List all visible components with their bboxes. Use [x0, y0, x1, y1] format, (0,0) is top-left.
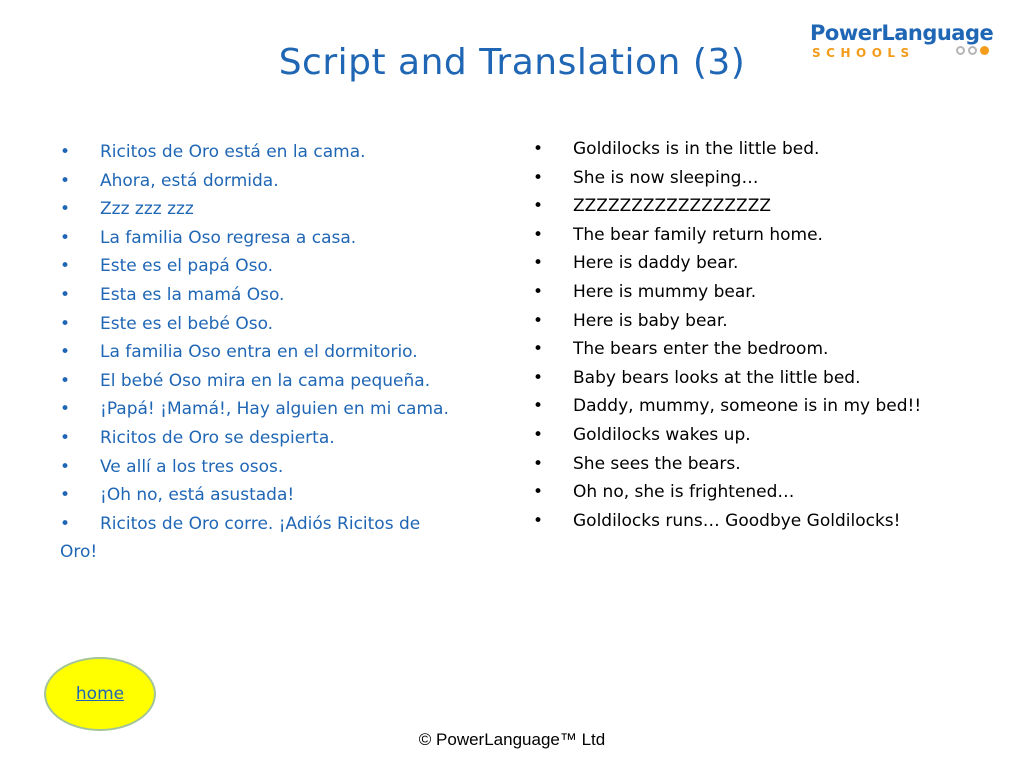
spanish-line: • Este es el papá Oso. — [60, 252, 480, 281]
logo-dots-icon — [956, 46, 989, 55]
logo-dot-filled — [980, 46, 989, 55]
page-title: Script and Translation (3) — [278, 42, 746, 83]
logo-text-top: PowerLanguage — [810, 21, 994, 45]
english-line: • Baby bears looks at the little bed. — [533, 364, 973, 393]
spanish-script-list — [60, 138, 480, 567]
home-button[interactable] — [44, 657, 156, 731]
english-line: • Oh no, she is frightened… — [533, 478, 973, 507]
home-link[interactable]: home — [75, 684, 125, 704]
english-line: • Goldilocks is in the little bed. — [533, 135, 973, 164]
spanish-line-continuation: Oro! — [60, 542, 98, 563]
english-line: • The bears enter the bedroom. — [533, 335, 973, 364]
english-line: • Here is baby bear. — [533, 307, 973, 336]
english-line: • Here is mummy bear. — [533, 278, 973, 307]
spanish-line: • La familia Oso regresa a casa. — [60, 224, 480, 253]
spanish-line: • Ricitos de Oro está en la cama. — [60, 138, 480, 167]
spanish-line: • Ricitos de Oro se despierta. — [60, 424, 480, 453]
powerlanguage-logo — [810, 20, 1010, 70]
spanish-line: • El bebé Oso mira en la cama pequeña. — [60, 367, 480, 396]
english-translation-list — [533, 135, 973, 535]
logo-dot-ring-1 — [956, 46, 965, 55]
english-line: • Daddy, mummy, someone is in my bed!! — [533, 392, 973, 421]
spanish-line: • Ricitos de Oro corre. ¡Adiós Ricitos de — [60, 510, 480, 539]
english-line: • Here is daddy bear. — [533, 249, 973, 278]
english-line: • Goldilocks wakes up. — [533, 421, 973, 450]
english-line: • She sees the bears. — [533, 450, 973, 479]
spanish-line: • La familia Oso entra en el dormitorio. — [60, 338, 480, 367]
english-line: • Goldilocks runs… Goodbye Goldilocks! — [533, 507, 973, 536]
logo-text-bottom: SCHOOLS — [812, 46, 915, 60]
english-line: • ZZZZZZZZZZZZZZZZZ — [533, 192, 973, 221]
spanish-line: • Ve allí a los tres osos. — [60, 453, 480, 482]
spanish-line: • ¡Oh no, está asustada! — [60, 481, 480, 510]
logo-dot-ring-2 — [968, 46, 977, 55]
spanish-line: • Este es el bebé Oso. — [60, 310, 480, 339]
english-line: • The bear family return home. — [533, 221, 973, 250]
spanish-line: • ¡Papá! ¡Mamá!, Hay alguien en mi cama. — [60, 395, 480, 424]
copyright-notice: © PowerLanguage™ Ltd — [418, 730, 606, 749]
spanish-line: • Zzz zzz zzz — [60, 195, 480, 224]
spanish-line: • Ahora, está dormida. — [60, 167, 480, 196]
spanish-line: • Esta es la mamá Oso. — [60, 281, 480, 310]
english-line: • She is now sleeping… — [533, 164, 973, 193]
